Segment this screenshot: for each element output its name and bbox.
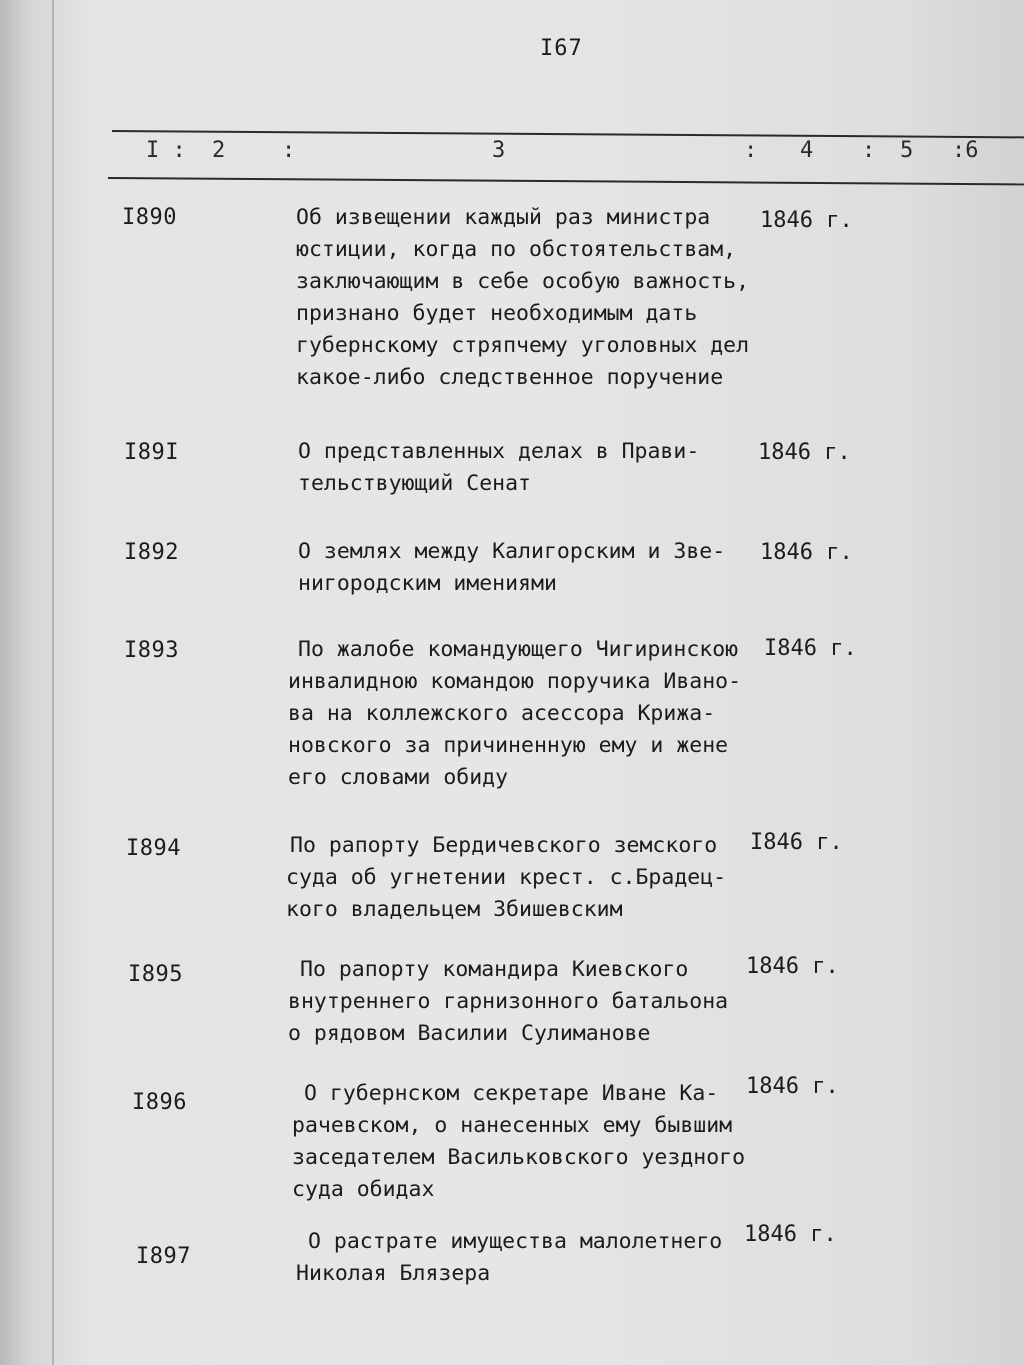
column-header-3: 3 xyxy=(492,138,506,163)
entry-line: о рядовом Василии Сулиманове xyxy=(288,1021,651,1046)
entry-year: 1846 г. xyxy=(760,208,853,233)
entry-line: О губернском секретаре Иване Ка- xyxy=(304,1081,719,1106)
entry-year: 1846 г. xyxy=(760,540,853,565)
column-header-4: 4 xyxy=(800,138,814,163)
entry-year: I846 г. xyxy=(764,636,857,661)
column-header-2: 2 xyxy=(212,138,226,163)
entry-number: I897 xyxy=(136,1244,191,1269)
entry-line: ва на коллежского асессора Крижа- xyxy=(288,701,716,726)
entry-description xyxy=(288,954,728,1050)
entry-line: его словами обиду xyxy=(288,765,509,790)
column-separator: : xyxy=(282,138,296,163)
entry-line: инвалидною командою поручика Ивано- xyxy=(288,669,742,694)
entry-description xyxy=(298,536,725,600)
entry-line: заседателем Васильковского уездного xyxy=(292,1145,746,1170)
entry-line: По рапорту Бердичевского земского xyxy=(290,833,718,858)
entry-description xyxy=(292,1078,745,1206)
column-header-6: :6 xyxy=(952,138,979,163)
entry-line: По жалобе командующего Чигиринскою xyxy=(298,637,739,662)
entry-number: I89I xyxy=(124,440,179,465)
entry-line: заключающим в себе особую важность, xyxy=(296,269,750,294)
entry-line: какое-либо следственное поручение xyxy=(296,365,724,390)
entry-number: I892 xyxy=(124,540,179,565)
entry-line: Николая Блязера xyxy=(296,1261,491,1286)
entry-description xyxy=(288,634,742,794)
entry-number: I890 xyxy=(122,205,177,230)
entry-number: I893 xyxy=(124,638,179,663)
entry-number: I896 xyxy=(132,1090,187,1115)
entry-number: I894 xyxy=(126,836,181,861)
column-separator: : xyxy=(862,138,876,163)
column-separator: : xyxy=(744,138,758,163)
entry-line: По рапорту командира Киевского xyxy=(300,957,689,982)
entry-line: суда об угнетении крест. с.Брадец- xyxy=(286,865,727,890)
entry-line: суда обидах xyxy=(292,1177,435,1202)
entry-year: I846 г. xyxy=(750,830,843,855)
entry-year: 1846 г. xyxy=(744,1222,837,1247)
entry-line: О землях между Калигорским и Зве- xyxy=(298,539,726,564)
header-rule-bottom xyxy=(108,177,1024,185)
entry-line: новского за причиненную ему и жене xyxy=(288,733,729,758)
entry-description xyxy=(286,830,726,926)
entry-line: нигородским имениями xyxy=(298,571,557,596)
entry-line: юстиции, когда по обстоятельствам, xyxy=(296,237,737,262)
entry-line: тельствующий Сенат xyxy=(298,471,531,496)
entry-year: 1846 г. xyxy=(746,954,839,979)
entry-number: I895 xyxy=(128,962,183,987)
binding-edge xyxy=(52,0,54,1365)
entry-line: Об извещении каждый раз министра xyxy=(296,205,711,230)
entry-line: губернскому стряпчему уголовных дел xyxy=(296,333,750,358)
entry-year: 1846 г. xyxy=(758,440,851,465)
page-number: I67 xyxy=(540,36,583,61)
entry-year: 1846 г. xyxy=(746,1074,839,1099)
entry-description xyxy=(298,436,699,500)
entry-line: кого владельцем Збишевским xyxy=(286,897,623,922)
entry-line: О представленных делах в Прави- xyxy=(298,439,700,464)
entry-description xyxy=(296,1226,722,1290)
column-header-1: I : xyxy=(146,138,186,163)
entry-line: рачевском, о нанесенных ему бывшим xyxy=(292,1113,733,1138)
entry-line: признано будет необходимым дать xyxy=(296,301,698,326)
entry-line: О растрате имущества малолетнего xyxy=(308,1229,723,1254)
entry-description xyxy=(296,202,749,394)
entry-line: внутреннего гарнизонного батальона xyxy=(288,989,729,1014)
column-header-5: 5 xyxy=(900,138,914,163)
header-rule-top xyxy=(112,130,1024,138)
